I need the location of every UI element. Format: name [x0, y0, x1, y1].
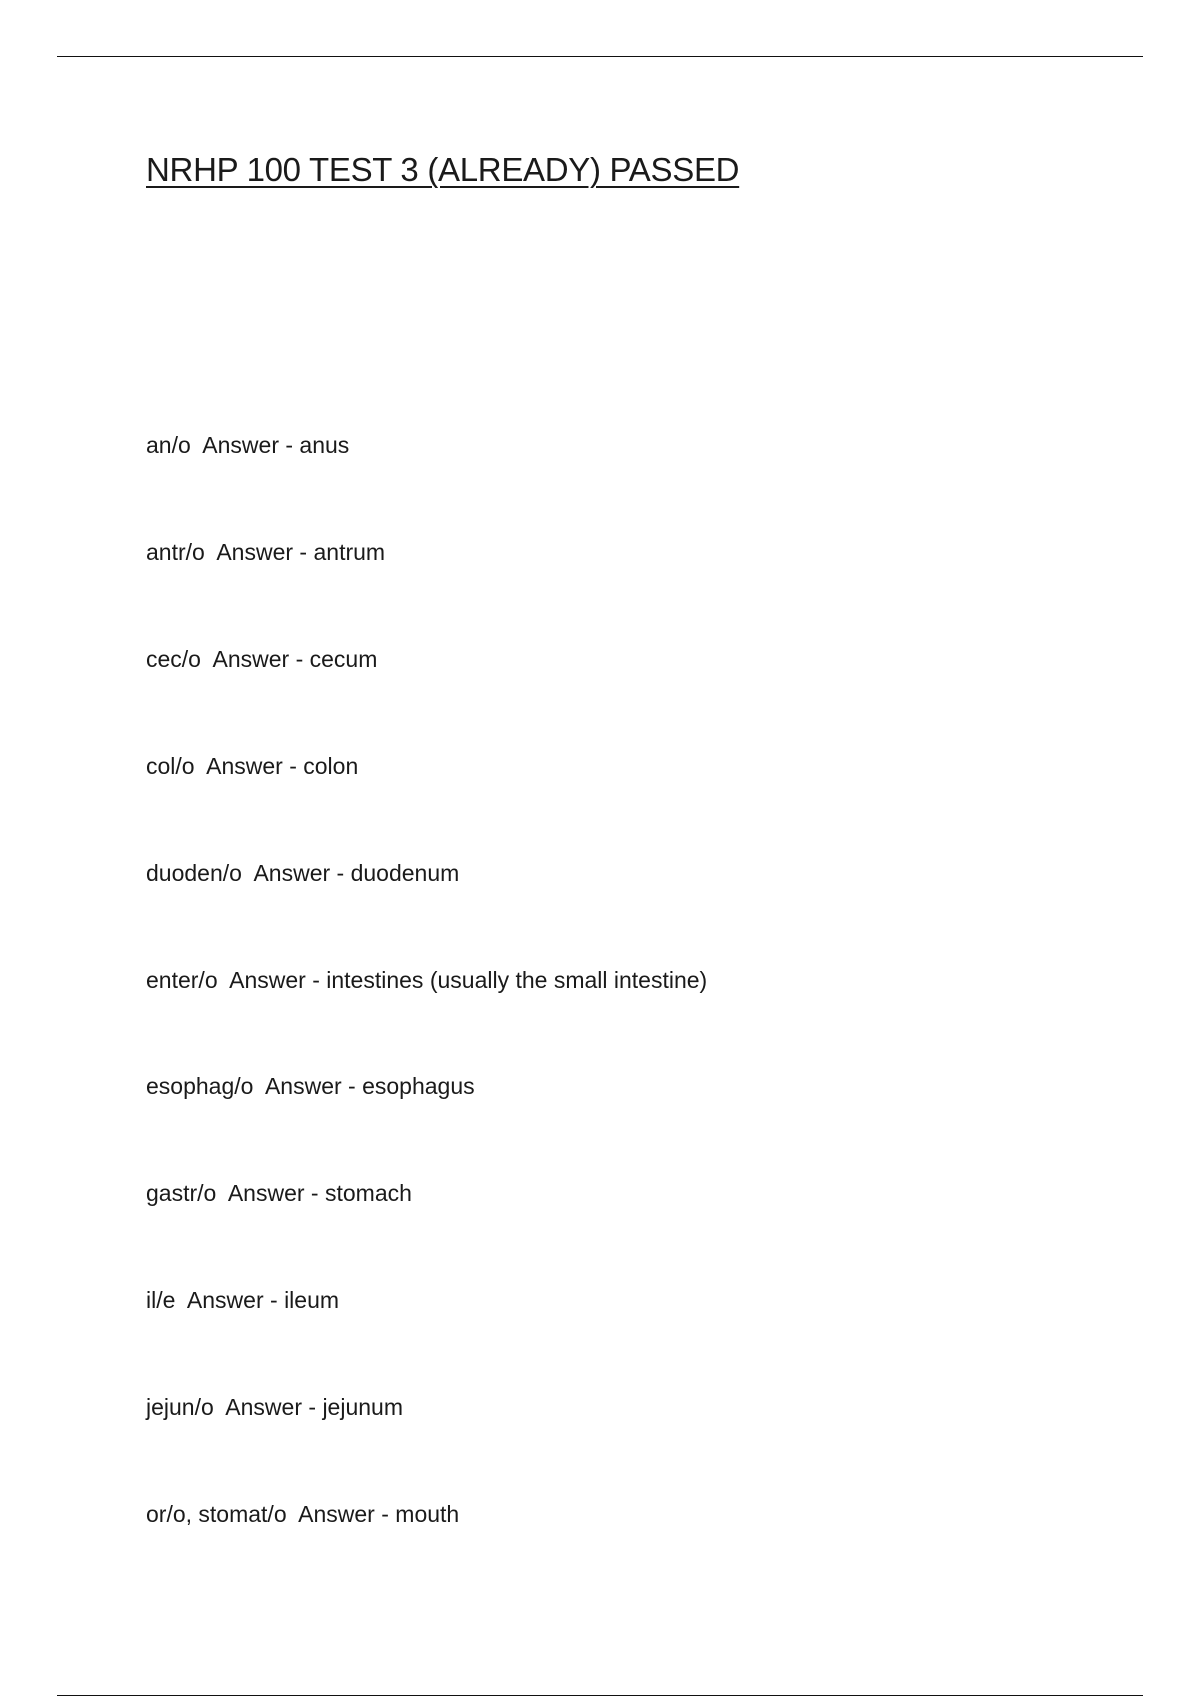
list-item	[146, 537, 385, 567]
list-item	[146, 430, 349, 460]
answer-label: Answer -	[298, 1501, 389, 1527]
list-item	[146, 1178, 412, 1208]
answer-label: Answer -	[202, 432, 294, 458]
answer: duodenum	[350, 860, 460, 886]
answer: colon	[303, 753, 359, 779]
answer: cecum	[309, 646, 378, 672]
answer-label: Answer -	[186, 1287, 278, 1313]
term: cec/o	[146, 646, 201, 672]
term: jejun/o	[146, 1394, 214, 1420]
answer-label: Answer -	[229, 967, 320, 993]
term: gastr/o	[146, 1180, 217, 1206]
term: an/o	[146, 432, 191, 458]
answer: anus	[299, 432, 350, 458]
answer-label: Answer -	[212, 646, 304, 672]
answer: jejunum	[322, 1394, 403, 1420]
answer-label: Answer -	[216, 539, 308, 565]
document-title: NRHP 100 TEST 3 (ALREADY) PASSED	[146, 151, 740, 188]
term: or/o, stomat/o	[146, 1501, 287, 1527]
list-item	[146, 1071, 475, 1101]
answer-label: Answer -	[225, 1394, 317, 1420]
list-item	[146, 1499, 459, 1529]
answer: ileum	[284, 1287, 340, 1313]
term: esophag/o	[146, 1073, 254, 1099]
top-rule	[57, 56, 1143, 57]
list-item	[146, 965, 707, 995]
term: duoden/o	[146, 860, 242, 886]
answer-label: Answer -	[253, 860, 345, 886]
term: antr/o	[146, 539, 205, 565]
answer-label: Answer -	[206, 753, 297, 779]
list-item	[146, 751, 358, 781]
answer: intestines (usually the small intestine)	[326, 967, 708, 993]
answer-label: Answer -	[227, 1180, 319, 1206]
term: col/o	[146, 753, 195, 779]
answer: antrum	[313, 539, 386, 565]
term: enter/o	[146, 967, 218, 993]
list-item	[146, 644, 377, 674]
list-item	[146, 1285, 339, 1315]
term: il/e	[146, 1287, 176, 1313]
answer-label: Answer -	[264, 1073, 356, 1099]
list-item	[146, 858, 459, 888]
answer: mouth	[395, 1501, 460, 1527]
answer: esophagus	[362, 1073, 475, 1099]
answer: stomach	[324, 1180, 412, 1206]
list-item	[146, 1392, 403, 1422]
bottom-rule	[57, 1695, 1143, 1696]
